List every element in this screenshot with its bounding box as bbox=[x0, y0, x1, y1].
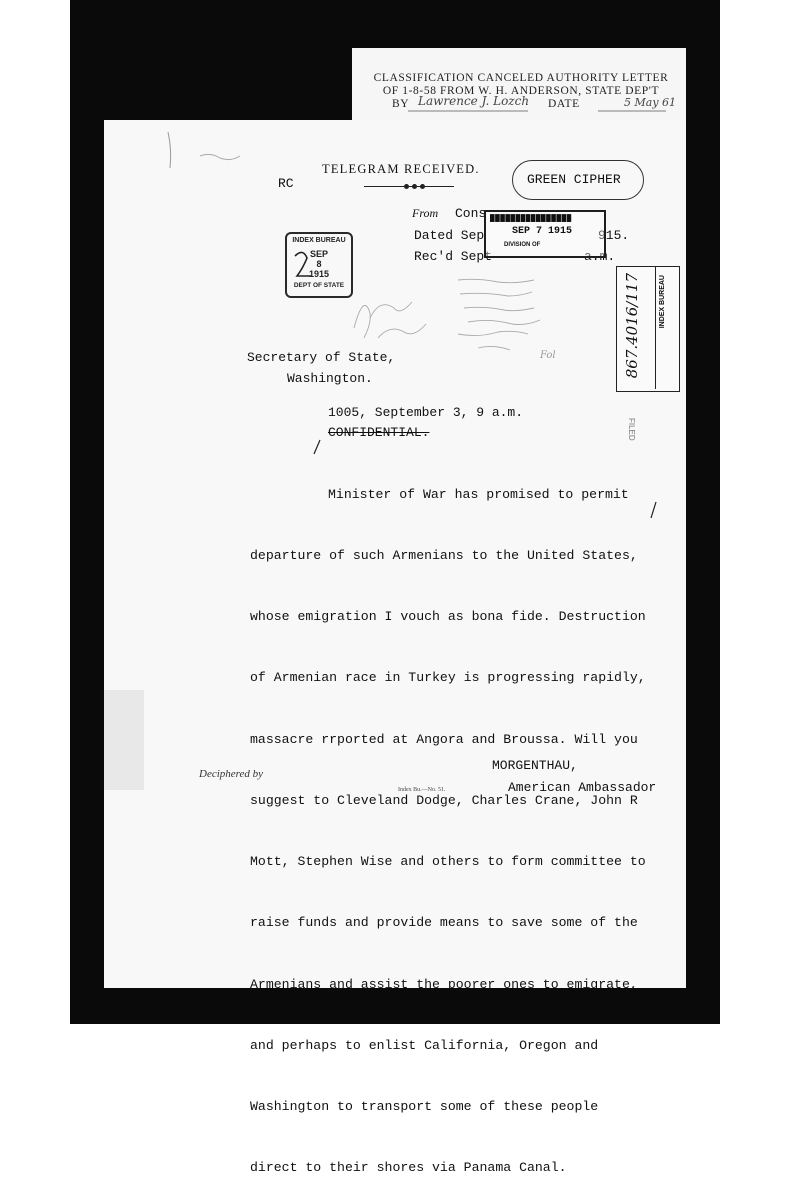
stamp-division: DIVISION OF bbox=[504, 242, 541, 248]
title-dot bbox=[420, 184, 425, 189]
paper-shadow bbox=[104, 690, 144, 790]
index-bureau-day: 8 bbox=[316, 259, 322, 269]
addressee-line-1: Secretary of State, bbox=[247, 350, 396, 365]
slip-underline bbox=[408, 108, 668, 114]
margin-tick-icon bbox=[646, 500, 662, 520]
from-label: From bbox=[412, 206, 439, 220]
slip-date-label: DATE bbox=[548, 98, 580, 110]
index-bureau-year: 1915 bbox=[308, 269, 330, 279]
signature-name: MORGENTHAU, bbox=[492, 758, 578, 773]
index-bureau-month: SEP bbox=[309, 249, 328, 259]
index-bureau-dept: DEPT OF STATE bbox=[293, 282, 345, 289]
cipher-oval bbox=[512, 160, 644, 200]
file-number-stamp bbox=[616, 266, 680, 392]
title-rule bbox=[364, 186, 454, 187]
message-line: Washington to transport some of these people bbox=[250, 1099, 599, 1114]
message-line: and perhaps to enlist California, Oregon and bbox=[250, 1037, 599, 1053]
recd-line: Rec'd Sept bbox=[414, 249, 493, 264]
index-bureau-stamp bbox=[285, 232, 353, 298]
dated-line: Dated Sep bbox=[414, 228, 485, 243]
handwritten-numeral-icon bbox=[291, 248, 313, 280]
index-bureau-label: INDEX BUREAU bbox=[292, 237, 346, 244]
message-line: massacre rrported at Angora and Broussa. Will you bbox=[250, 731, 638, 747]
margin-note: Fol bbox=[540, 350, 556, 361]
file-number: 867.4016/117 bbox=[623, 273, 641, 379]
stamp-header-bar: ████████████████ bbox=[490, 215, 572, 222]
slip-date-value: 5 May 61 bbox=[624, 96, 677, 109]
division-received-stamp bbox=[484, 210, 606, 258]
message-header: 1005, September 3, 9 a.m. bbox=[328, 405, 524, 420]
from-value: Cons bbox=[455, 206, 487, 221]
side-stamp-divider bbox=[655, 267, 656, 389]
slip-by-label: BY bbox=[392, 98, 410, 110]
message-classification: CONFIDENTIAL. bbox=[328, 425, 430, 440]
dated-tail: 915. bbox=[598, 228, 630, 243]
stamp-date: SEP 7 1915 bbox=[512, 226, 573, 237]
title-dot bbox=[404, 184, 409, 189]
classification-slip bbox=[352, 48, 686, 130]
filed-note: FILED bbox=[627, 418, 636, 441]
message-line: Minister of War has promised to permit bbox=[328, 486, 629, 502]
title-dot bbox=[412, 184, 417, 189]
form-number: Index Bu.—No. 51. bbox=[398, 787, 446, 793]
index-bureau-side-label: INDEX BUREAU bbox=[659, 275, 666, 329]
message-line: direct to their shores via Panama Canal. bbox=[250, 1160, 567, 1176]
slip-line-1: CLASSIFICATION CANCELED AUTHORITY LETTER bbox=[373, 72, 669, 84]
pencil-scribble-icon bbox=[160, 126, 270, 176]
slip-line-2: OF 1-8-58 FROM W. H. ANDERSON, STATE DEP'T bbox=[382, 85, 660, 97]
telegram-title: TELEGRAM RECEIVED. bbox=[322, 162, 480, 176]
routing-code: RC bbox=[278, 176, 294, 191]
message-body bbox=[250, 444, 670, 1199]
cipher-label: GREEN CIPHER bbox=[527, 172, 621, 187]
signature-title: American Ambassador bbox=[508, 780, 657, 795]
message-line: Mott, Stephen Wise and others to form committee to bbox=[250, 854, 646, 870]
slip-signature: Lawrence J. Lozch bbox=[418, 94, 530, 108]
message-line: departure of such Armenians to the United States, bbox=[250, 548, 638, 564]
deciphered-by-label: Deciphered by bbox=[199, 768, 264, 780]
message-line: whose emigration I vouch as bona fide. Destruction bbox=[250, 609, 646, 625]
recd-tail: a.m. bbox=[584, 249, 616, 264]
message-line: raise funds and provide means to save some of the bbox=[250, 915, 638, 931]
message-line: suggest to Cleveland Dodge, Charles Crane, John R bbox=[250, 792, 638, 808]
message-line: of Armenian race in Turkey is progressing rapidly, bbox=[250, 670, 646, 686]
message-line: Armenians and assist the poorer ones to emigrate, bbox=[250, 976, 638, 992]
addressee-line-2: Washington. bbox=[287, 371, 373, 386]
